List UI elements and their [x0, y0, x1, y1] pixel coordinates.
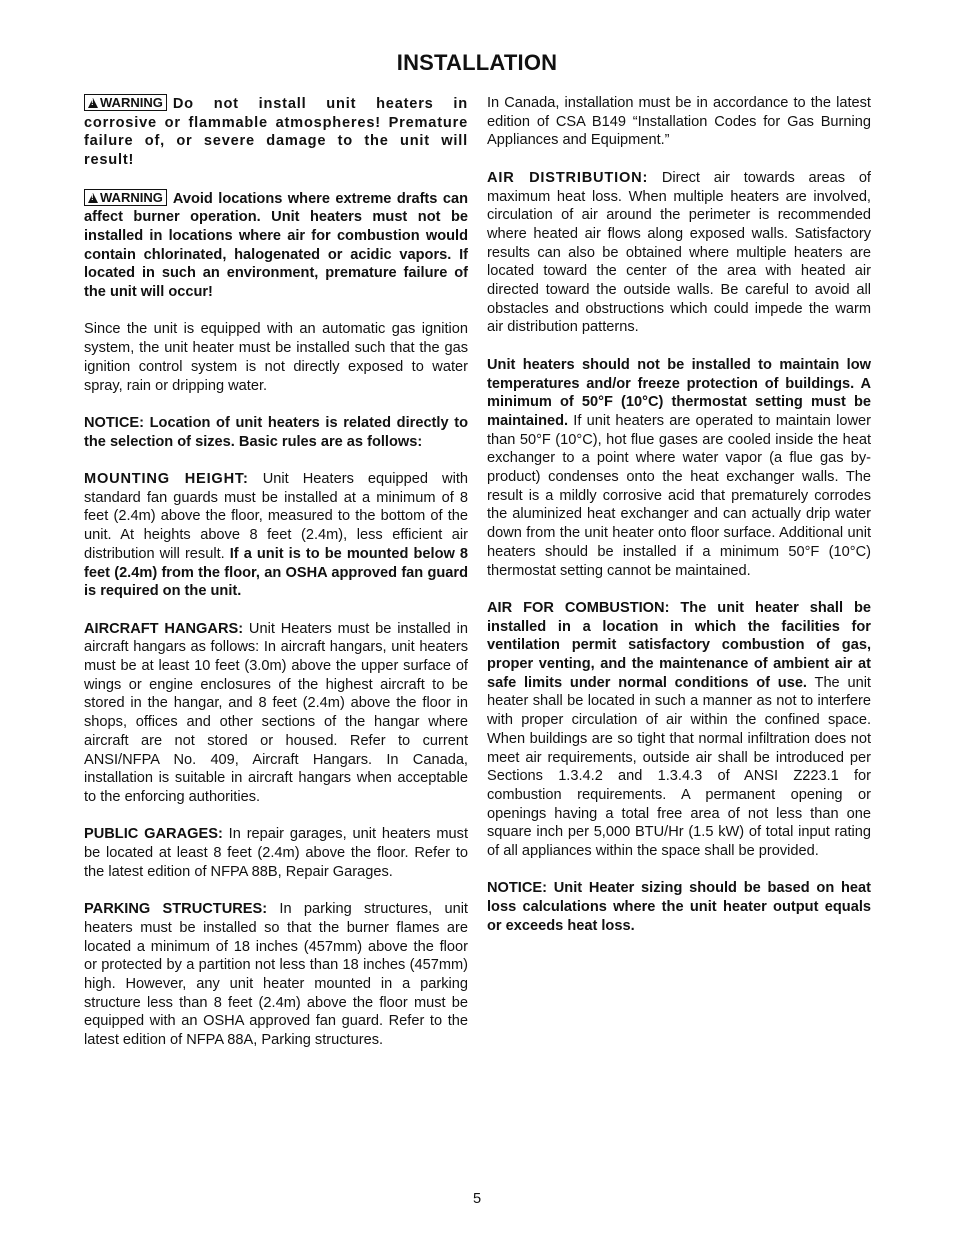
air-for-combustion-heading: AIR FOR COMBUSTION: The unit heater shall be installed in a location in which the facilities for ventilation permit satisfactory combustion of gas, proper venting, and the maintenance of ambient air at safe limits under normal conditions of use.	[487, 599, 871, 691]
warning-badge: !WARNING	[84, 189, 167, 206]
page-title: INSTALLATION	[396, 50, 558, 75]
air-distribution-heading: AIR DISTRIBUTION:	[487, 169, 649, 186]
notice-sizes: NOTICE: Location of unit heaters is related directly to the selection of sizes. Basic rules are as follows:	[84, 414, 468, 450]
aircraft-hangars-paragraph: AIRCRAFT HANGARS: Unit Heaters must be installed in aircraft hangars as follows: In aircraft hangars, unit heaters must be at least 10 feet (3.0m) above the upper surface of wings or engine enclosures of the highest aircraft to be stored in the hangar, and 8 feet (2.4m) above the floor in shops, offices and other sections of the hangar where aircraft are not stored or housed. Refer to current ANSI/NFPA No. 409, Aircraft Hangars. In Canada, installation is suitable in aircraft hangars when acceptable to the enforcing authorities.	[84, 620, 468, 805]
public-garages-paragraph: PUBLIC GARAGES: In repair garages, unit heaters must be located at least 8 feet (2.4m) above the floor. Refer to the latest edition of NFPA 88B, Repair Garages.	[84, 826, 469, 880]
parking-structures-heading: PARKING STRUCTURES:	[84, 901, 268, 918]
notice-sizing: NOTICE: Unit Heater sizing should be based on heat loss calculations where the unit heater output equals or exceeds heat loss.	[487, 880, 871, 934]
warning-drafts-text: Avoid locations where extreme drafts can affect burner operation. Unit heaters must not be installed in locations where air for combustion would contain chlorinated, halogenated or acidic vapors. If located in such an environment, premature failure of the unit will occur!	[84, 190, 468, 301]
parking-structures-paragraph: PARKING STRUCTURES: In parking structures, unit heaters must be installed so that the burner flames are located a minimum of 18 inches (457mm) above the floor or protected by a partition not less than 18 inches (457mm) high. However, any unit heater mounted in a parking structure less than 8 feet (2.4m) above the floor must be equipped with an OSHA approved fan guard. Refer to the latest edition of NFPA 88A, Parking structures.	[84, 901, 468, 1049]
public-garages-heading: PUBLIC GARAGES:	[84, 826, 223, 843]
low-temperature-paragraph: Unit heaters should not be installed to maintain low temperatures and/or freeze protection of buildings. A minimum of 50°F (10°C) thermostat setting must be maintained. If unit heaters are operated to maintain lower than 50°F (10°C), hot flue gases are cooled inside the heat exchanger to a point where water vapor (a flue gas by-product) condenses onto the heat exchanger walls. The result is a mildly corrosive acid that prematurely corrodes the aluminized heat exchanger and can actually drip water down from the unit heater onto floor surface. Additional unit heaters should be installed if a minimum 50°F (10°C) thermostat setting cannot be maintained.	[487, 356, 871, 579]
canada-paragraph: In Canada, installation must be in accordance to the latest edition of CSA B149 “Installation Codes for Gas Burning Appliances and Equipment.”	[487, 95, 871, 149]
warning-drafts	[84, 189, 468, 302]
warning-triangle-icon	[88, 193, 98, 203]
aircraft-hangars-heading: AIRCRAFT HANGARS:	[84, 620, 244, 637]
warning-corrosive	[84, 94, 468, 170]
low-temperature-warning: Unit heaters should not be installed to maintain low temperatures and/or freeze protection of buildings. A minimum of 50°F (10°C) thermostat setting must be maintained.	[487, 356, 871, 429]
air-distribution-paragraph: AIR DISTRIBUTION: Direct air towards areas of maximum heat loss. When multiple heaters are involved, circulation of air around the perimeter is recommended where heated air flows along exposed walls. Satisfactory results can also be obtained where multiple heaters are located toward the center of the area with heated air directed toward the outside walls. Be careful to avoid all obstacles and obstructions which could impede the warm air distribution patterns.	[487, 169, 871, 336]
mounting-height-paragraph: MOUNTING HEIGHT: Unit Heaters equipped with standard fan guards must be installed at a minimum of 8 feet (2.4m) above the floor, measured to the bottom of the unit. At heights above 8 feet (2.4m), less efficient air distribution will result. If a unit is to be mounted below 8 feet (2.4m) from the floor, an OSHA approved fan guard is required on the unit.	[84, 471, 469, 600]
warning-badge: !WARNING	[84, 94, 167, 111]
right-column	[487, 94, 871, 954]
warning-corrosive-text: Do not install unit heaters in corrosive or flammable atmospheres! Premature failure of, or severe damage to the unit will result!	[84, 96, 468, 169]
left-column	[84, 94, 468, 1068]
warning-triangle-icon	[88, 98, 98, 108]
ignition-paragraph: Since the unit is equipped with an automatic gas ignition system, the unit heater must be installed such that the gas ignition control system is not directly exposed to water spray, rain or dripping water.	[84, 321, 468, 394]
page-number: 5	[472, 1191, 482, 1207]
air-for-combustion-paragraph: AIR FOR COMBUSTION: The unit heater shall be installed in a location in which the facilities for ventilation permit satisfactory combustion of gas, proper venting, and the maintenance of ambient air at safe limits under normal conditions of use. The unit heater shall be located in such a manner as not to interfere with proper circulation of air within the confined space. When buildings are so tight that normal infiltration does not meet air requirements, outside air shall be introduced per Sections 1.3.4.2 and 1.3.4.3 of ANSI Z223.1 for combustion requirements. A permanent opening or openings having a total free area of not less than one square inch per 5,000 BTU/Hr (1.5 kW) of total input rating of all appliances within the space shall be provided.	[487, 599, 871, 860]
mounting-height-heading: MOUNTING HEIGHT:	[84, 471, 249, 487]
